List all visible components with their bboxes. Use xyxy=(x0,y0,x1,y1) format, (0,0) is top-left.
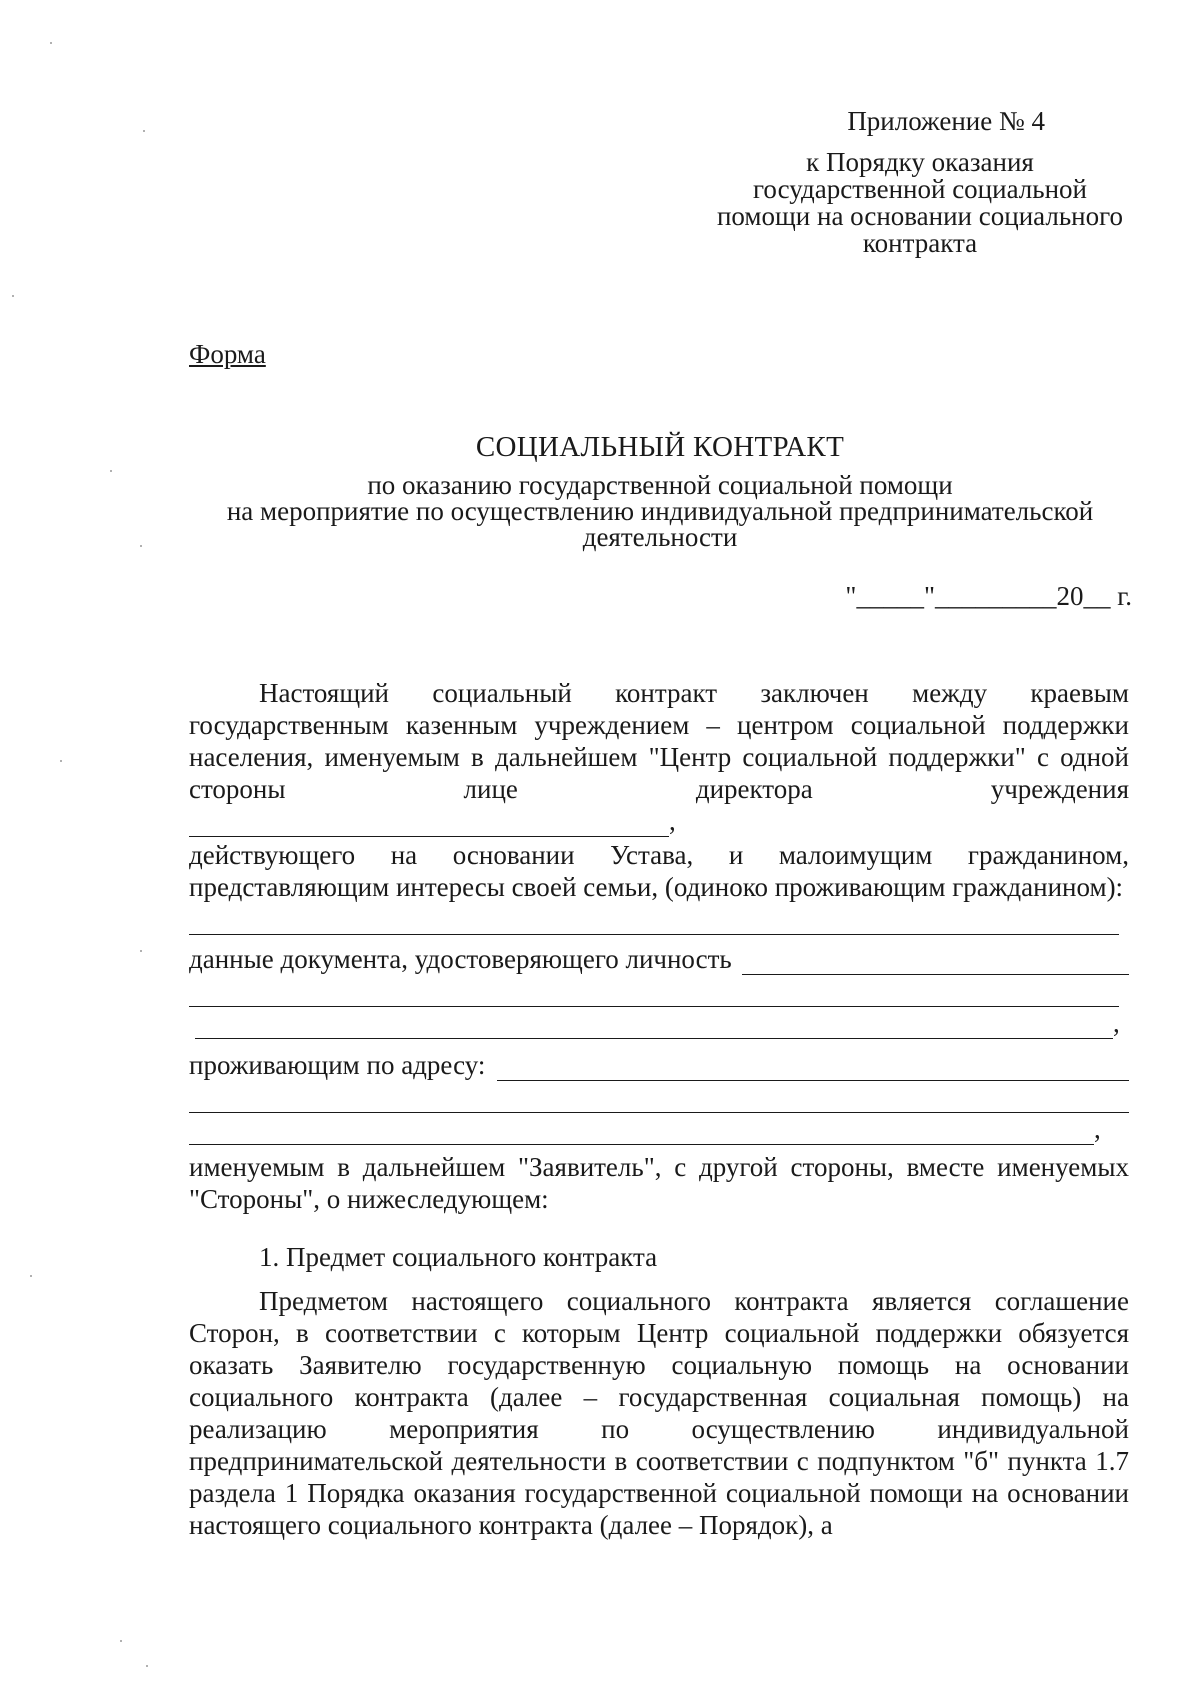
address-row xyxy=(189,1039,1129,1081)
scan-speck xyxy=(50,42,52,44)
id-document-field-line3[interactable] xyxy=(195,1016,1113,1039)
address-field[interactable] xyxy=(497,1058,1129,1081)
director-name-row xyxy=(189,805,1129,837)
document-title: СОЦИАЛЬНЫЙ КОНТРАКТ xyxy=(475,431,845,463)
appendix-line: государственной социальной xyxy=(753,174,1087,204)
scan-speck xyxy=(140,545,142,547)
intro-paragraph: Настоящий социальный контракт заключен между краевым государственным казенным учреждением – центром социальной поддержки населения, именуемым в дальнейшем "Центр социальной поддержки" с одной стороны лице директора учреждения xyxy=(189,678,1129,804)
scan-speck xyxy=(30,1275,32,1277)
title-block xyxy=(180,430,1140,550)
scan-speck xyxy=(143,130,145,132)
scan-speck xyxy=(120,1640,122,1642)
appendix-line: к Порядку оказания xyxy=(806,147,1034,177)
scan-speck xyxy=(146,1665,148,1667)
intro-continuation: действующего на основании Устава, и малоимущим гражданином, представляющим интересы своей семьи, (одиноко проживающим гражданином): xyxy=(189,840,1129,902)
comma: , xyxy=(669,806,676,836)
section-1-heading: 1. Предмет социального контракта xyxy=(259,1242,658,1272)
appendix-line: контракта xyxy=(862,228,978,258)
document-subtitle xyxy=(180,472,1140,550)
section-1-text: Предметом настоящего социального контракта является соглашение Сторон, в соответствии с которым Центр социальной поддержки обязуется оказать Заявителю государственную социальную помощь на основании социального контракта (далее – государственная социальная помощь) на реализацию мероприятия по осуществлению индивидуальной предпринимательской деятельности в соответствии с подпунктом "б" пункта 1.7 раздела 1 Порядка оказания государственной социальной помощи на основании настоящего социального контракта (далее – Порядок), а xyxy=(189,1286,1129,1540)
scan-speck xyxy=(12,295,14,297)
id-document-row-3 xyxy=(189,1007,1129,1039)
subtitle-line: по оказанию государственной социальной помощи xyxy=(367,470,953,500)
date-field[interactable]: "_____"_________20__ г. xyxy=(845,581,1132,611)
id-document-field-line2[interactable] xyxy=(189,975,1119,1007)
contract-body xyxy=(189,677,1129,1541)
scan-speck xyxy=(60,760,62,762)
id-document-label: данные документа, удостоверяющего личность xyxy=(189,944,732,974)
scan-speck xyxy=(110,470,112,472)
address-field-line3[interactable] xyxy=(189,1122,1094,1145)
appendix-header xyxy=(700,108,1140,257)
form-label: Форма xyxy=(189,339,266,369)
closing-paragraph: именуемым в дальнейшем "Заявитель", с другой стороны, вместе именуемых "Стороны", о нижеследующем: xyxy=(189,1152,1129,1214)
comma: , xyxy=(1113,1008,1120,1038)
director-name-field[interactable] xyxy=(189,814,669,837)
appendix-number: Приложение № 4 xyxy=(847,106,1045,136)
appendix-line: помощи на основании социального xyxy=(716,201,1123,231)
subtitle-line: деятельности xyxy=(582,522,738,552)
subtitle-line: на мероприятие по осуществлению индивидуальной предпринимательской xyxy=(226,496,1094,526)
id-document-row xyxy=(189,935,1129,975)
id-document-field[interactable] xyxy=(742,952,1129,975)
comma: , xyxy=(1094,1114,1101,1144)
citizen-name-field[interactable] xyxy=(189,903,1119,935)
address-label: проживающим по адресу: xyxy=(189,1050,486,1080)
scan-speck xyxy=(140,950,142,952)
address-row-3 xyxy=(189,1113,1129,1145)
address-field-line2[interactable] xyxy=(189,1081,1129,1113)
